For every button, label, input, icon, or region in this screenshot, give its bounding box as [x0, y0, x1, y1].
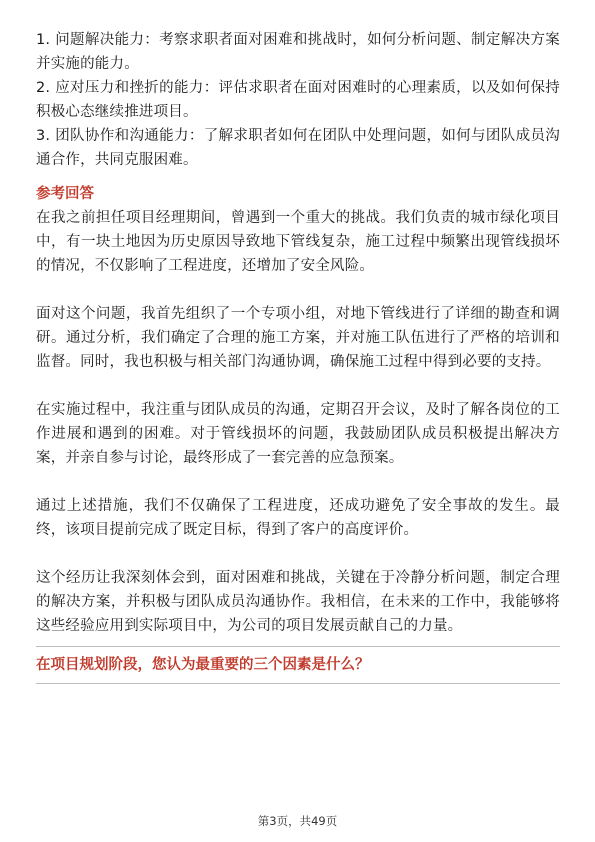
page-content — [36, 28, 560, 684]
next-question-heading: 在项目规划阶段，您认为最重要的三个因素是什么？ — [36, 657, 370, 673]
answer-paragraph: 通过上述措施，我们不仅确保了工程进度，还成功避免了安全事故的发生。最终，该项目提前完成了既定目标，得到了客户的高度评价。 — [36, 498, 560, 538]
answer-paragraph: 在实施过程中，我注重与团队成员的沟通，定期召开会议，及时了解各岗位的工作进展和遇到的困难。对于管线损坏的问题，我鼓励团队成员积极提出解决方案，并亲自参与讨论，最终形成了一套完善的应急预案。 — [36, 402, 560, 466]
page-footer: 第3页，共49页 — [257, 814, 338, 828]
answer-paragraph: 面对这个问题，我首先组织了一个专项小组，对地下管线进行了详细的勘查和调研。通过分析，我们确定了合理的施工方案，并对施工队伍进行了严格的培训和监督。同时，我也积极与相关部门沟通协调，确保施工过程中得到必要的支持。 — [36, 306, 560, 370]
assessment-list — [36, 28, 560, 172]
list-item: 2. 应对压力和挫折的能力：评估求职者在面对困难时的心理素质，以及如何保持积极心态继续推进项目。 — [36, 80, 560, 120]
reference-answer — [36, 206, 560, 638]
answer-paragraph: 在我之前担任项目经理期间，曾遇到一个重大的挑战。我们负责的城市绿化项目中，有一块土地因为历史原因导致地下管线复杂，施工过程中频繁出现管线损坏的情况，不仅影响了工程进度，还增加了安全风险。 — [36, 210, 560, 274]
list-item: 3. 团队协作和沟通能力：了解求职者如何在团队中处理问题，如何与团队成员沟通合作，共同克服困难。 — [36, 128, 560, 168]
list-item: 1. 问题解决能力：考察求职者面对困难和挑战时，如何分析问题、制定解决方案并实施的能力。 — [36, 32, 560, 72]
section-divider — [36, 646, 560, 647]
reference-answer-heading: 参考回答 — [36, 186, 94, 202]
answer-paragraph: 这个经历让我深刻体会到，面对困难和挑战，关键在于冷静分析问题，制定合理的解决方案，并积极与团队成员沟通协作。我相信，在未来的工作中，我能够将这些经验应用到实际项目中，为公司的项目发展贡献自己的力量。 — [36, 570, 560, 634]
section-divider — [36, 683, 560, 684]
